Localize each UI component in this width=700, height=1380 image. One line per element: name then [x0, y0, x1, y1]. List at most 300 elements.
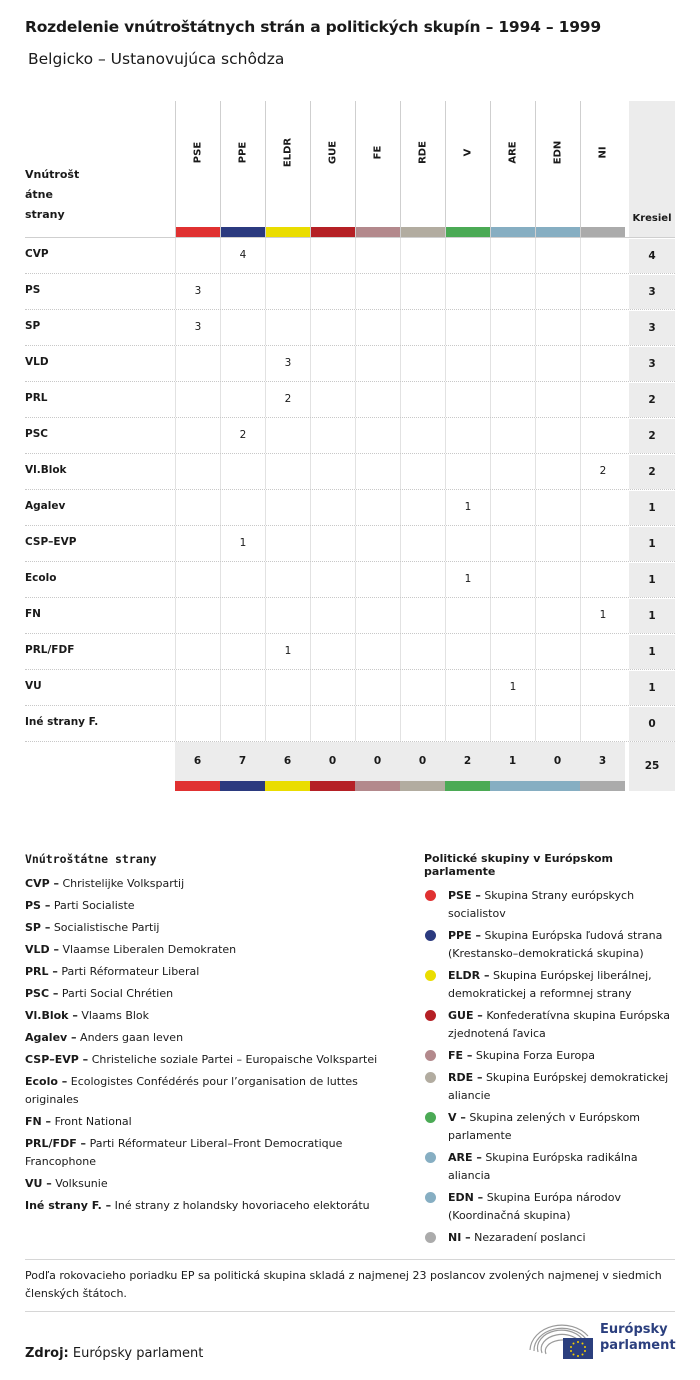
legend-item [25, 875, 385, 893]
seat-cell [175, 346, 220, 381]
ep-logo [528, 1320, 678, 1362]
column-header-rde [400, 101, 445, 237]
parties-legend [25, 852, 385, 1219]
legend-name: Skupina Európska radikálna aliancia [448, 1151, 638, 1182]
group-color-bar [490, 781, 535, 791]
seat-cell [490, 274, 535, 309]
legend-code: Iné strany F. – [25, 1199, 112, 1212]
legend-item [424, 1047, 679, 1065]
seat-cell [400, 526, 445, 561]
column-header-label: GUE [327, 140, 339, 165]
group-color-dot-icon [425, 1050, 436, 1061]
column-header-ni [580, 101, 625, 237]
seat-cell [445, 310, 490, 345]
seat-cell [400, 598, 445, 633]
group-color-bar [310, 781, 355, 791]
table-row [25, 417, 675, 453]
column-header-label: ELDR [282, 137, 294, 168]
seat-cell [400, 382, 445, 417]
seat-cell: 2 [220, 418, 265, 453]
column-header-are [490, 101, 535, 237]
seat-cell [445, 526, 490, 561]
seat-cell [310, 382, 355, 417]
row-total-seats: 1 [629, 490, 675, 525]
seat-cell [220, 598, 265, 633]
seat-cell [580, 634, 625, 669]
grand-total: 25 [629, 742, 675, 791]
seat-cell [490, 238, 535, 273]
row-total-seats: 4 [629, 238, 675, 273]
legend-item [25, 1073, 385, 1109]
seat-cell [445, 634, 490, 669]
legend-name: Front National [54, 1115, 132, 1128]
legend-name: Parti Socialiste [53, 899, 135, 912]
group-total: 1 [490, 742, 535, 781]
seat-cell [355, 346, 400, 381]
seat-cell [445, 706, 490, 741]
source-value: Európsky parlament [72, 1346, 204, 1361]
column-header-eldr [265, 101, 310, 237]
seat-table [25, 101, 675, 791]
group-total: 0 [310, 742, 355, 781]
legend-code: RDE – [448, 1071, 483, 1084]
seat-cell [355, 454, 400, 489]
seat-cell [310, 274, 355, 309]
column-header-label: PSE [192, 141, 204, 164]
seat-cell [535, 274, 580, 309]
seat-cell [310, 418, 355, 453]
seat-cell [310, 706, 355, 741]
seat-cell [580, 526, 625, 561]
seat-cell [220, 634, 265, 669]
legend-code: V – [448, 1111, 466, 1124]
seat-cell [580, 274, 625, 309]
legend-code: PPE – [448, 929, 481, 942]
seat-cell [445, 598, 490, 633]
seat-cell [355, 238, 400, 273]
group-color-bar [446, 227, 490, 237]
legend-item [25, 1135, 385, 1171]
group-color-bar [445, 781, 490, 791]
seat-cell: 4 [220, 238, 265, 273]
legend-item [424, 887, 679, 923]
seat-cell [580, 706, 625, 741]
legend-name: Skupina Európskej demokratickej aliancie [448, 1071, 669, 1102]
legend-code: VLD – [25, 943, 59, 956]
seat-cell [220, 454, 265, 489]
legend-name: Konfederatívna skupina Európska zjednotená ľavica [448, 1009, 670, 1040]
seat-cell [490, 598, 535, 633]
legend-code: GUE – [448, 1009, 483, 1022]
legend-code: ARE – [448, 1151, 482, 1164]
divider [25, 1259, 675, 1260]
seat-cell [265, 562, 310, 597]
seat-cell [535, 634, 580, 669]
legend-name: Skupina Európska ľudová strana (Krestansko–demokratická skupina) [448, 929, 663, 960]
group-color-dot-icon [425, 1192, 436, 1203]
seat-cell [445, 454, 490, 489]
seat-cell [310, 526, 355, 561]
seat-cell [175, 562, 220, 597]
seat-cell: 1 [490, 670, 535, 705]
legend-name: Christelijke Volkspartij [62, 877, 185, 890]
party-name: Iné strany F. [25, 716, 99, 728]
source-label: Zdroj: [25, 1346, 69, 1361]
legend-item [25, 941, 385, 959]
seat-cell [265, 310, 310, 345]
seat-cell [400, 238, 445, 273]
legend-name: Anders gaan leven [80, 1031, 184, 1044]
seat-cell [535, 382, 580, 417]
column-header-edn [535, 101, 580, 237]
seat-cell [175, 418, 220, 453]
seat-cell: 1 [265, 634, 310, 669]
group-total: 0 [535, 742, 580, 781]
group-color-bar [580, 781, 625, 791]
seat-cell: 1 [445, 490, 490, 525]
seat-cell [175, 454, 220, 489]
legend-item [25, 963, 385, 981]
seat-cell [220, 670, 265, 705]
seat-cell [535, 562, 580, 597]
seat-cell [355, 706, 400, 741]
seat-cell [400, 310, 445, 345]
seat-cell [310, 490, 355, 525]
seat-cell [355, 310, 400, 345]
party-name: PRL/FDF [25, 644, 75, 656]
seat-cell [175, 706, 220, 741]
legend-item [424, 1007, 679, 1043]
legend-item [25, 1051, 385, 1069]
legend-item [25, 1175, 385, 1193]
legend-name: Ecologistes Confédérés pour l’organisation de luttes originales [25, 1075, 358, 1106]
seat-cell [580, 346, 625, 381]
seat-cell [310, 346, 355, 381]
legend-item [424, 1189, 679, 1225]
seat-cell [580, 670, 625, 705]
table-row [25, 525, 675, 561]
seat-cell [535, 454, 580, 489]
seat-cell [310, 598, 355, 633]
seat-cell [175, 634, 220, 669]
seat-cell [400, 490, 445, 525]
group-color-dot-icon [425, 890, 436, 901]
legend-name: Nezaradení poslanci [474, 1231, 586, 1244]
table-row [25, 453, 675, 489]
row-total-seats: 2 [629, 418, 675, 453]
legend-name: Volksunie [55, 1177, 108, 1190]
seat-cell [400, 346, 445, 381]
legend-code: PS – [25, 899, 51, 912]
seat-cell [490, 418, 535, 453]
group-total: 3 [580, 742, 625, 781]
seat-cell [535, 490, 580, 525]
seat-cell [355, 274, 400, 309]
seat-cell [265, 598, 310, 633]
group-color-bar [265, 781, 310, 791]
column-header-v [445, 101, 490, 237]
seat-cell [445, 274, 490, 309]
party-name: PS [25, 284, 41, 296]
party-name: VLD [25, 356, 49, 368]
party-name: SP [25, 320, 41, 332]
seat-cell: 3 [175, 274, 220, 309]
seat-cell [355, 490, 400, 525]
seat-cell: 3 [175, 310, 220, 345]
legend-name: Iné strany z holandsky hovoriaceho elektorátu [114, 1199, 370, 1212]
seat-cell [400, 562, 445, 597]
group-total: 2 [445, 742, 490, 781]
seat-cell [400, 418, 445, 453]
seat-cell [220, 382, 265, 417]
seat-cell [490, 454, 535, 489]
table-body [25, 237, 675, 741]
legend-code: SP – [25, 921, 51, 934]
table-row [25, 561, 675, 597]
table-row [25, 633, 675, 669]
seat-cell [400, 274, 445, 309]
legend-item [25, 919, 385, 937]
party-name: Ecolo [25, 572, 57, 584]
party-name: PSC [25, 428, 48, 440]
legend-code: FE – [448, 1049, 473, 1062]
group-color-bar [536, 227, 580, 237]
seat-cell [490, 346, 535, 381]
row-total-seats: 3 [629, 346, 675, 381]
table-row [25, 489, 675, 525]
row-total-seats: 0 [629, 706, 675, 741]
row-total-seats: 3 [629, 274, 675, 309]
table-row [25, 705, 675, 741]
legend-name: Skupina Strany európskych socialistov [448, 889, 635, 920]
seat-cell [535, 598, 580, 633]
column-header-label: V [462, 148, 474, 157]
legend-name: Parti Réformateur Liberal [61, 965, 200, 978]
seat-cell [445, 670, 490, 705]
seat-cell: 2 [265, 382, 310, 417]
group-color-dot-icon [425, 970, 436, 981]
group-color-bar [581, 227, 625, 237]
legend-item [25, 1007, 385, 1025]
seat-cell [355, 670, 400, 705]
legend-code: EDN – [448, 1191, 484, 1204]
seat-cell [355, 598, 400, 633]
seat-cell [265, 670, 310, 705]
column-header-label: NI [597, 146, 609, 159]
group-color-bar [220, 781, 265, 791]
legend-item [424, 1109, 679, 1145]
group-color-bar [175, 781, 220, 791]
parliament-hemicycle-icon [528, 1320, 596, 1362]
seat-cell [580, 382, 625, 417]
legend-name: Skupina Európskej liberálnej, demokratickej a reformnej strany [448, 969, 652, 1000]
seat-cell [580, 310, 625, 345]
legend-item [424, 1229, 679, 1247]
seat-cell [490, 310, 535, 345]
group-color-bar [535, 781, 580, 791]
seat-cell [310, 310, 355, 345]
group-total: 7 [220, 742, 265, 781]
seat-cell [535, 418, 580, 453]
legend-item [25, 1197, 385, 1215]
seat-cell [400, 454, 445, 489]
seat-cell [535, 310, 580, 345]
legend-name: Skupina zelených v Európskom parlamente [448, 1111, 641, 1142]
legend-code: Ecolo – [25, 1075, 68, 1088]
seat-cell [220, 562, 265, 597]
party-name: CVP [25, 248, 49, 260]
party-name: VU [25, 680, 42, 692]
row-header-label: Vnútrošt átne strany [25, 168, 80, 221]
party-name: Agalev [25, 500, 66, 512]
seat-cell [580, 562, 625, 597]
column-header-gue [310, 101, 355, 237]
seat-cell [355, 382, 400, 417]
legend-code: CSP–EVP – [25, 1053, 89, 1066]
row-total-seats: 1 [629, 598, 675, 633]
seat-cell [265, 706, 310, 741]
row-total-seats: 1 [629, 634, 675, 669]
seat-cell [175, 382, 220, 417]
group-color-bar [356, 227, 400, 237]
seat-cell [265, 526, 310, 561]
legend-code: PSE – [448, 889, 481, 902]
group-color-dot-icon [425, 1232, 436, 1243]
seats-column-header: Kresiel [629, 101, 675, 237]
legend-code: ELDR – [448, 969, 490, 982]
seat-cell [355, 562, 400, 597]
column-header-label: PPE [237, 141, 249, 164]
legend-item [424, 967, 679, 1003]
seat-cell [175, 670, 220, 705]
row-total-seats: 1 [629, 562, 675, 597]
column-header-label: ARE [507, 141, 519, 164]
column-header-pse [175, 101, 220, 237]
legend-code: CVP – [25, 877, 59, 890]
row-total-seats: 2 [629, 382, 675, 417]
table-row [25, 669, 675, 705]
legend-name: Parti Social Chrétien [61, 987, 174, 1000]
column-header-label: FE [372, 145, 384, 160]
group-total: 6 [265, 742, 310, 781]
group-color-bar [266, 227, 310, 237]
legend-code: PRL – [25, 965, 58, 978]
seat-cell [220, 346, 265, 381]
parties-legend-heading: Vnútroštátne strany [25, 852, 157, 866]
party-name: PRL [25, 392, 48, 404]
table-row [25, 309, 675, 345]
seat-cell [445, 418, 490, 453]
seat-cell [580, 238, 625, 273]
seat-cell [310, 562, 355, 597]
legend-code: PRL/FDF – [25, 1137, 87, 1150]
legend-code: FN – [25, 1115, 52, 1128]
seat-cell [220, 490, 265, 525]
footnote: Podľa rokovacieho poriadku EP sa politická skupina skladá z najmenej 23 poslancov zvolených najmenej v siedmich členských štátoch. [25, 1269, 662, 1300]
seat-cell [265, 274, 310, 309]
legend-name: Christeliche soziale Partei – Europaische Volkspartei [91, 1053, 378, 1066]
table-header [25, 101, 675, 237]
source-line [25, 1346, 203, 1361]
seat-cell [490, 490, 535, 525]
group-color-dot-icon [425, 1112, 436, 1123]
legend-code: NI – [448, 1231, 471, 1244]
chart-subtitle: Belgicko – Ustanovujúca schôdza [28, 50, 285, 68]
table-row [25, 381, 675, 417]
row-total-seats: 1 [629, 670, 675, 705]
table-row [25, 237, 675, 273]
table-row [25, 597, 675, 633]
group-total: 0 [400, 742, 445, 781]
legend-code: PSC – [25, 987, 59, 1000]
legend-item [25, 897, 385, 915]
column-header-ppe [220, 101, 265, 237]
legend-code: VU – [25, 1177, 52, 1190]
groups-legend [424, 852, 679, 1251]
legend-item [424, 1149, 679, 1185]
seat-cell [355, 526, 400, 561]
seat-cell [400, 634, 445, 669]
seat-cell [220, 274, 265, 309]
groups-legend-heading: Politické skupiny v Európskom parlamente [424, 852, 613, 878]
seat-cell [310, 670, 355, 705]
column-header-fe [355, 101, 400, 237]
seat-cell [490, 526, 535, 561]
totals-row [25, 741, 675, 791]
party-name: CSP–EVP [25, 536, 77, 548]
seat-cell [310, 238, 355, 273]
seat-cell [355, 634, 400, 669]
row-total-seats: 3 [629, 310, 675, 345]
table-row [25, 345, 675, 381]
legend-code: Agalev – [25, 1031, 77, 1044]
seat-cell [220, 310, 265, 345]
seat-cell [535, 238, 580, 273]
seat-cell: 2 [580, 454, 625, 489]
legend-name: Parti Réformateur Liberal–Front Democratique Francophone [25, 1137, 343, 1168]
seat-cell [175, 238, 220, 273]
seat-cell [445, 346, 490, 381]
seat-cell [490, 706, 535, 741]
seat-cell [445, 382, 490, 417]
seat-cell [355, 418, 400, 453]
seat-cell [490, 562, 535, 597]
seat-cell: 1 [220, 526, 265, 561]
row-total-seats: 2 [629, 454, 675, 489]
group-color-bar [401, 227, 445, 237]
seat-cell [175, 490, 220, 525]
seat-cell [265, 418, 310, 453]
column-header-label: EDN [552, 140, 564, 165]
seat-cell [535, 346, 580, 381]
seat-cell [535, 706, 580, 741]
seat-cell [265, 238, 310, 273]
group-total: 6 [175, 742, 220, 781]
legend-name: Vlaamse Liberalen Demokraten [62, 943, 237, 956]
legend-item [25, 1029, 385, 1047]
group-color-bar [355, 781, 400, 791]
seat-cell [400, 706, 445, 741]
seat-cell [400, 670, 445, 705]
seat-cell [220, 706, 265, 741]
legend-name: Vlaams Blok [81, 1009, 150, 1022]
group-color-bar [176, 227, 220, 237]
legend-item [424, 927, 679, 963]
seat-cell [580, 418, 625, 453]
table-row [25, 273, 675, 309]
seat-cell: 1 [580, 598, 625, 633]
seat-cell: 3 [265, 346, 310, 381]
